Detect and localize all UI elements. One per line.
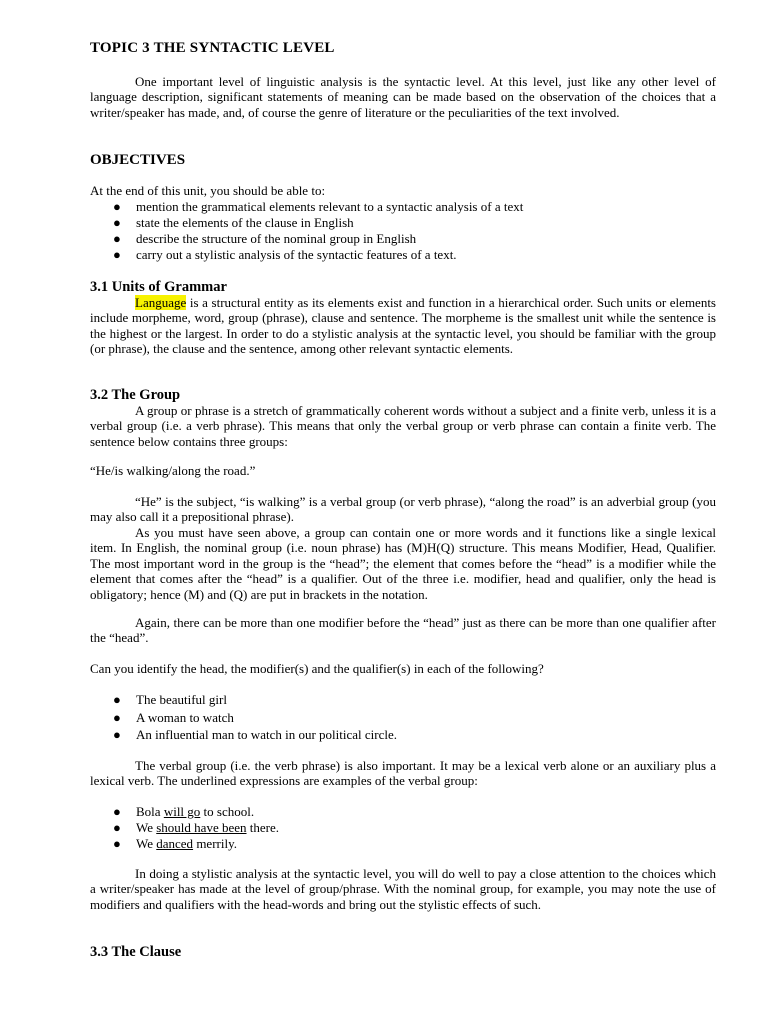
bullet-icon: ● xyxy=(113,215,121,230)
bullet-icon: ● xyxy=(113,247,121,262)
highlighted-word: Language xyxy=(135,295,187,310)
group-question: Can you identify the head, the modifier(s) and the qualifier(s) in each of the following? xyxy=(90,661,544,676)
bullet-icon: ● xyxy=(113,709,121,725)
list-item: ● We should have been there. xyxy=(113,820,279,835)
objectives-lead: At the end of this unit, you should be able to: xyxy=(90,183,326,198)
clause-heading: 3.3 The Clause xyxy=(90,944,182,960)
nominal-examples-list xyxy=(113,692,713,745)
units-heading: 3.1 Units of Grammar xyxy=(90,279,227,295)
list-item: ● state the elements of the clause in English xyxy=(113,215,354,230)
list-item: ● carry out a stylistic analysis of the syntactic features of a text. xyxy=(113,247,457,262)
list-item: ● mention the grammatical elements relevant to a syntactic analysis of a text xyxy=(113,199,524,214)
bullet-icon: ● xyxy=(113,836,121,851)
group-paragraph-3: As you must have seen above, a group can contain one or more words and it functions like a single lexical item. In English, the nominal group (i.e. noun phrase) has (M)H(Q) structure. This means Modifier, Head, Qualifier. The most important word in the group is the “head”; the element that comes before the “head” is a modifier while the element that comes after the “head” is a qualifier. Out of the three i.e. modifier, head and qualifier, only the head is obligatory; hence (M) and (Q) are put in brackets in the notation. xyxy=(90,525,716,602)
bullet-icon: ● xyxy=(113,692,121,707)
intro-paragraph: One important level of linguistic analysis is the syntactic level. At this level, just like any other level of language description, significant statements of meaning can be made based on the observation of the choices that a writer/speaker has made, and, of course the genre of literature or the peculiarities of the text involved. xyxy=(90,74,716,120)
underlined-verb: will go xyxy=(163,804,201,819)
list-item: ● An influential man to watch in our political circle. xyxy=(113,727,398,742)
group-paragraph-2: “He” is the subject, “is walking” is a verbal group (or verb phrase), “along the road” is an adverbial group (you may also call it a prepositional phrase). xyxy=(90,494,716,525)
verbal-examples-list xyxy=(113,804,713,852)
bullet-icon: ● xyxy=(113,199,121,214)
group-heading: 3.2 The Group xyxy=(90,387,181,403)
group-paragraph-4: Again, there can be more than one modifier before the “head” just as there can be more than one qualifier after the “head”. xyxy=(90,615,716,646)
bullet-icon: ● xyxy=(113,820,121,835)
bullet-icon: ● xyxy=(113,727,121,742)
underlined-verb: should have been xyxy=(156,820,247,835)
group-paragraph-5: The verbal group (i.e. the verb phrase) is also important. It may be a lexical verb alone or an auxiliary plus a lexical verb. The underlined expressions are examples of the verbal group: xyxy=(90,758,716,789)
page-title: TOPIC 3 THE SYNTACTIC LEVEL xyxy=(90,40,335,56)
units-paragraph: Language is a structural entity as its elements exist and function in a hierarchical order. Such units or elements include morpheme, word, group (phrase), clause and sentence. The morpheme is the smallest unit while the sentence is the highest or the largest. In order to do a stylistic analysis at the syntactic level, you should be familiar with the group (or phrase), the clause and the sentence, among other relevant syntactic elements. xyxy=(90,295,716,357)
bullet-icon: ● xyxy=(113,231,121,246)
group-paragraph-6: In doing a stylistic analysis at the syntactic level, you will do well to pay a close attention to the choices which a writer/speaker has made at the level of group/phrase. With the nominal group, for example, you may note the use of modifiers and qualifiers with the head-words and bring out the stylistic effects of such. xyxy=(90,866,716,912)
list-item: ● A woman to watch xyxy=(113,709,234,725)
group-paragraph-1: A group or phrase is a stretch of grammatically coherent words without a subject and a finite verb, unless it is a verbal group (i.e. a verb phrase). This means that only the verbal group or verb phrase can contain a finite verb. The sentence below contains three groups: xyxy=(90,403,716,449)
bullet-icon: ● xyxy=(113,804,121,819)
objectives-heading: OBJECTIVES xyxy=(90,152,186,168)
list-item: ● We danced merrily. xyxy=(113,836,237,851)
list-item: ● describe the structure of the nominal group in English xyxy=(113,231,417,246)
underlined-verb: danced xyxy=(156,836,194,851)
objectives-list xyxy=(113,199,713,263)
group-example: “He/is walking/along the road.” xyxy=(90,463,256,478)
list-item: ● Bola will go to school. xyxy=(113,804,255,819)
list-item: ● The beautiful girl xyxy=(113,692,227,707)
